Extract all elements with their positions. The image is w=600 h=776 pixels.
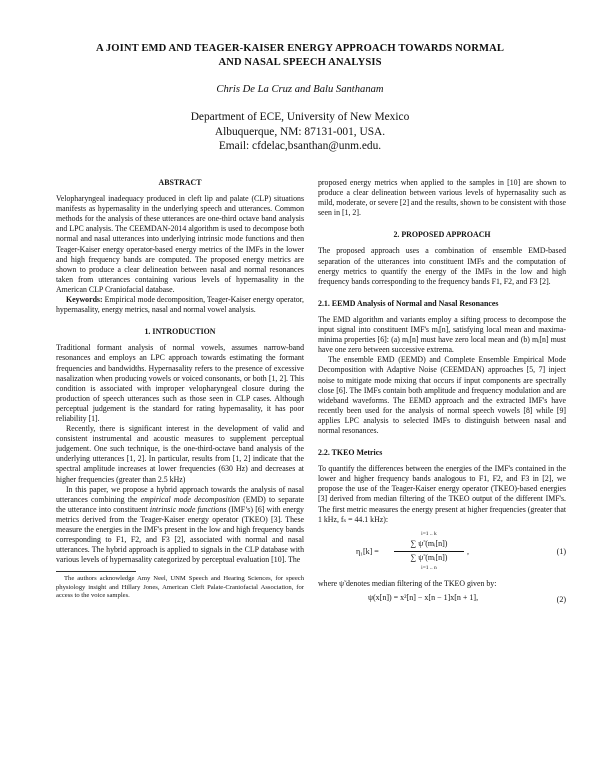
- equation-1-numerator: [394, 529, 464, 549]
- equation-1-denominator-sum: ∑ ψ̃ (mᵢ[n]): [410, 552, 448, 562]
- eemd-subsection-heading: 2.1. EEMD Analysis of Normal and Nasal Resonances: [318, 298, 499, 308]
- affiliation-line-2: Albuquerque, NM: 87131-001, USA.: [214, 125, 386, 138]
- paper-title: [70, 42, 530, 70]
- equation-1-numerator-sum: ∑ ψ̃ (mᵢ[n]): [410, 538, 448, 548]
- approach-text: The proposed approach uses a combination of ensemble EMD-based separation of the utterances into constituent IMFs and the computation of energy metrics to quantify the energy of the IMFs in the low and high frequency bands corresponding to the frequency bands F1, F2, and F3 [2].: [318, 246, 566, 286]
- footnote-rule: [56, 571, 136, 572]
- intro-continuation: proposed energy metrics when applied to the samples in [10] are shown to produce a clear delineation between various levels of hypernasality such as mild, moderate, or severe [2] and the results, shown to be consistent with those seen in [1, 2].: [318, 178, 566, 218]
- affiliation-line-1: Department of ECE, University of New Mexico: [190, 111, 410, 123]
- intro-p3-emphasis-2: intrinsic mode functions: [149, 504, 227, 514]
- eemd-paragraph-2: The ensemble EMD (EEMD) and Complete Ensemble Empirical Mode Decomposition with Adaptive Noise (CEEMDAN) approaches [5, 7] inject noise to mitigate mode mixing that occurs if input components are spectrally close [6]. The IMFs contain both amplitude and frequency modulation and are wideband waveforms. The EEMD approach and the extracted IMF's have recently been used for the analysis of normal speech vowels [8] while [9] applies LPC analysis to selected IMFs to distinguish between nasal and normal resonances.: [318, 355, 566, 435]
- intro-p3-part-c: (IMF’s) [6] with energy metrics derived from the Teager-Kaiser energy operator (TKEO) [3]. These measure the energies in the IMF's present in the low and high frequency bands corresponding to F1, F2, and F3 [2], associated with normal and nasal utterances. The hybrid approach is applied to signals in the CLP database with various levels of hypernasality categorized by perceptual evaluation [10]. The: [56, 504, 304, 565]
- tkeo-paragraph-1: To quantify the differences between the energies of the IMF's contained in the lower and higher frequency bands analogous to F1, F2, and F3 in [2], we propose the use of the Teager-Kaiser energy operator (TKEO)-based energies [3] derived from median filtering of the TKEO output of the different IMF's. The first metric measures the energy present at higher frequencies (greater that 1 kHz, fₛ = 44.1 kHz):: [318, 464, 566, 524]
- abstract-text: Velopharyngeal inadequacy produced in cleft lip and palate (CLP) situations manifests as hypernasality in the underlying speech and utterances. Common methods for the analysis of these utterances are one-third octave band analysis and LPC analysis. The CEEMDAN-2014 algorithm is used to decompose both normal and nasal utterances into underlying intrinsic mode functions and then Teager-Kaiser energy operator-based energy metrics of the IMFs in the lower and high frequency bands are computed. The proposed energy metrics are shown to produce a clear delineation between nasal and normal resonances taken from utterances containing various levels of hypernasality in the American CLP Craniofacial database.: [56, 194, 304, 294]
- left-column: [56, 178, 304, 601]
- equation-1-denominator: [394, 553, 464, 573]
- intro-paragraph-2: Recently, there is significant interest in the development of valid and consistent instrumental and acoustic measures to supplement perceptual judgement. One such technique, is the one-third-octave band analysis of the underlying utterances [1, 2]. In particular, results from [1, 2] indicate that the spectral amplitude increases at lower frequencies (630 Hz) and decreases at higher frequencies (greater than 2.5 kHz): [56, 424, 304, 484]
- intro-paragraph-3: [56, 485, 304, 566]
- eemd-paragraph-1: The EMD algorithm and variants employ a sifting process to decompose the input signal into constituent IMF's mᵢ[n], satisfying local mean and maxima-minima properties [6]: (a) mᵢ[n] must have zero local mean and (b) mᵢ[n] must have one zero between successive extrema.: [318, 314, 566, 355]
- authors: Chris De La Cruz and Balu Santhanam: [216, 84, 384, 95]
- where-text: where ψ̃ denotes median filtering of the TKEO given by:: [318, 578, 497, 588]
- keywords-label: Keywords:: [66, 295, 103, 305]
- intro-heading: 1. INTRODUCTION: [144, 327, 216, 337]
- intro-p3-part-b: (EMD) to separate the utterance into constituent: [56, 494, 304, 514]
- equation-1-fraction-bar: [394, 551, 464, 552]
- right-column: [318, 178, 566, 607]
- equation-1-number: (1): [556, 546, 566, 556]
- equation-1-fraction: η₁[k] = i=1 .. k ∑ ψ̃ (mᵢ[n]) ∑ ψ̃ (mᵢ[n]) i=1 .. n ,: [356, 529, 506, 575]
- equation-1: [318, 529, 566, 575]
- equation-1-lhs: η₁[k] =: [356, 546, 379, 556]
- abstract-heading: ABSTRACT: [158, 178, 202, 187]
- equation-1-denominator-limits: i=1 .. n: [421, 564, 437, 571]
- equation-1-numerator-limits: i=1 .. k: [421, 530, 437, 537]
- keywords: [56, 295, 304, 315]
- intro-p3-part-a: In this paper, we propose a hybrid approach towards the analysis of nasal utterances combining the: [56, 484, 304, 504]
- intro-paragraph-1: Traditional formant analysis of normal vowels, assumes narrow-band resonances and employs an LPC approach towards estimating the formant frequencies and bandwidths. Hypernasality refers to the presence of excessive nasalization when producing vowels or voiced consonants, or both [1, 2]. This condition is associated with improper velopharyngeal closure during the production of speech utterances such as those seen in CLP cases. Although perceptual judgement is the standard for rating hypernasality, it has poor reliability [1].: [56, 343, 304, 423]
- footnote: The authors acknowledge Amy Neel, UNM Speech and Hearing Sciences, for speech physiology insight and Hillary Jones, American Cleft Palate-Craniofacial Association, for access to the voice samples.: [56, 575, 304, 600]
- approach-heading: 2. PROPOSED APPROACH: [393, 230, 491, 240]
- title-line-1: A JOINT EMD AND TEAGER-KAISER ENERGY APPROACH TOWARDS NORMAL: [95, 43, 505, 54]
- affiliation: [0, 110, 600, 154]
- keywords-text: Empirical mode decomposition, Teager-Kaiser energy operator, hypernasality, energy metrics, nasal and normal vowel analysis.: [56, 295, 304, 315]
- tkeo-subsection-heading: 2.2. TKEO Metrics: [318, 448, 383, 458]
- equation-2-number: (2): [556, 594, 566, 604]
- intro-p3-emphasis-1: empirical mode decomposition: [140, 494, 240, 504]
- affiliation-line-3: Email: cfdelac,bsanthan@unm.edu.: [218, 140, 382, 152]
- equation-2-expression: ψ(x[n]) = x²[n] − x[n − 1]x[n + 1],: [368, 592, 479, 602]
- title-line-2: AND NASAL SPEECH ANALYSIS: [218, 57, 382, 68]
- equation-2: [318, 593, 566, 607]
